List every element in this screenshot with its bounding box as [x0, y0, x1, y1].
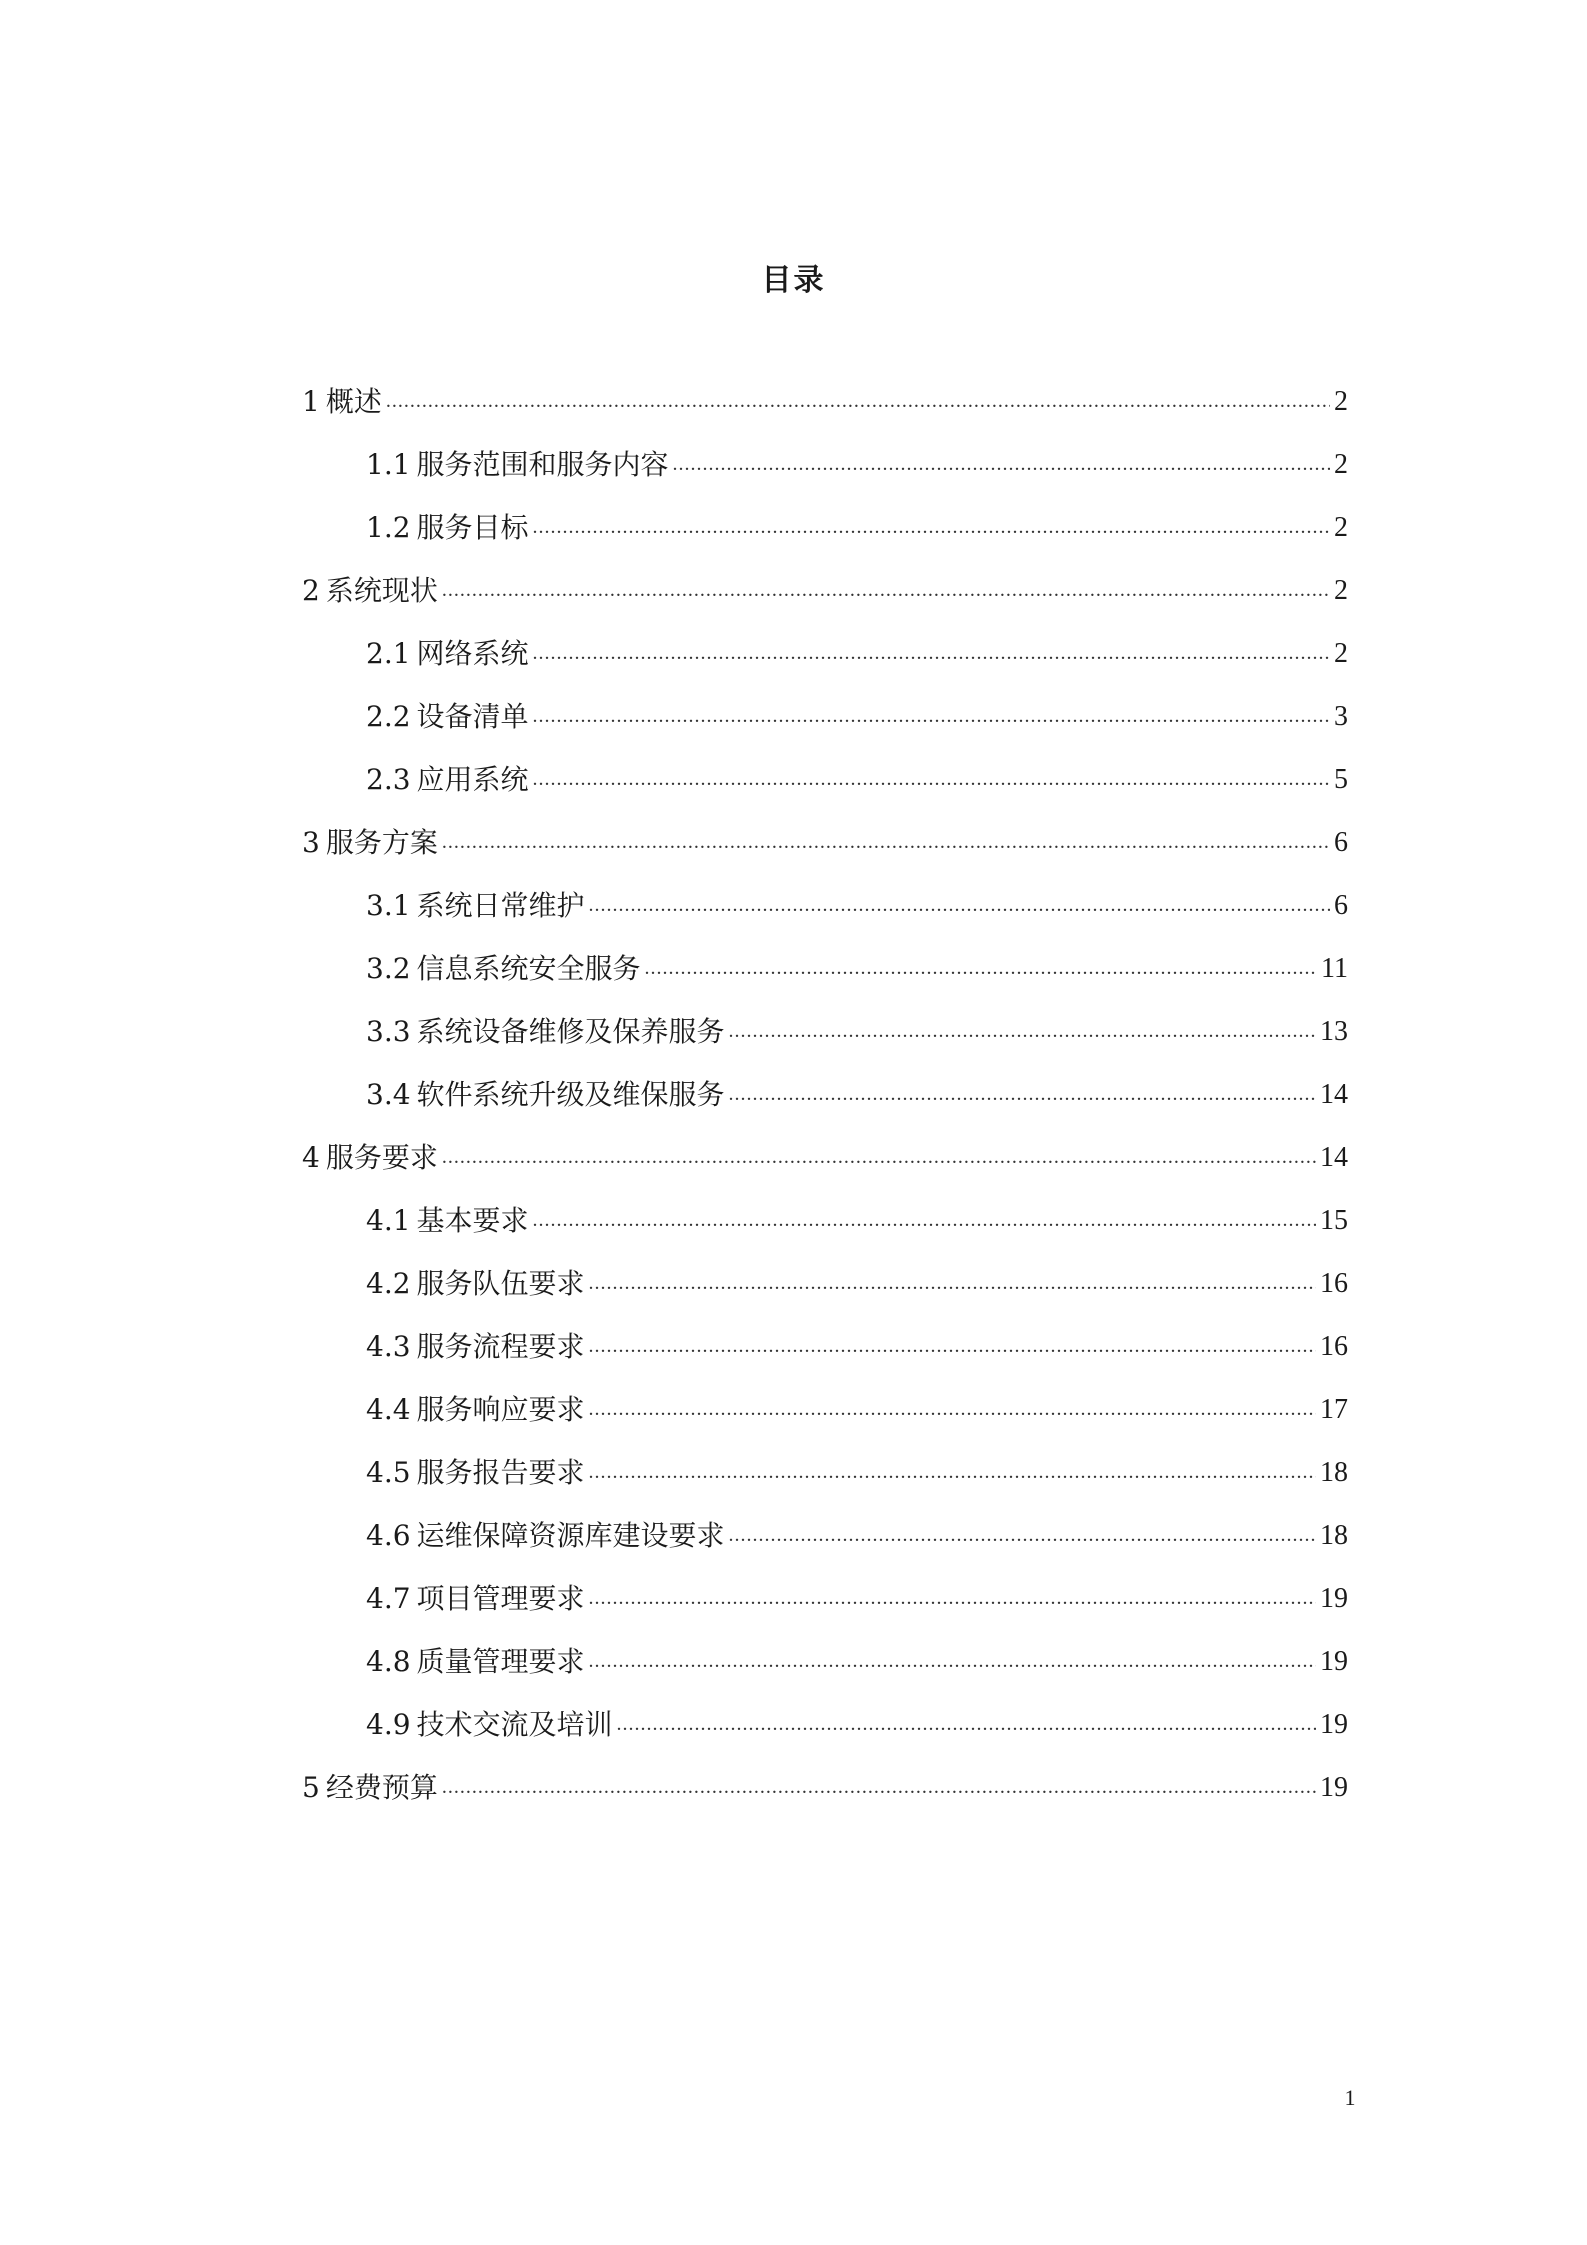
- toc-entry-title: 系统设备维修及保养服务: [416, 1015, 725, 1048]
- toc-entry[interactable]: [302, 1063, 1348, 1126]
- toc-entry-page: 18: [1320, 1520, 1348, 1551]
- toc-entry-number: 4.3: [366, 1330, 411, 1363]
- toc-entry-title: 服务报告要求: [416, 1456, 585, 1489]
- toc-dot-leader: [589, 1441, 1316, 1504]
- toc-dot-leader: [729, 1000, 1316, 1063]
- toc-dot-leader: [442, 1126, 1316, 1189]
- toc-dot-leader: [533, 685, 1330, 748]
- toc-entry-number: 5: [302, 1771, 320, 1804]
- toc-entry-number: 2.3: [366, 763, 411, 796]
- toc-entry-title: 运维保障资源库建设要求: [416, 1519, 725, 1552]
- toc-entry-title: 技术交流及培训: [416, 1708, 613, 1741]
- toc-entry-page: 16: [1320, 1331, 1348, 1362]
- toc-entry-number: 1.1: [366, 448, 411, 481]
- toc-entry[interactable]: [302, 370, 1348, 433]
- toc-entry[interactable]: [302, 433, 1348, 496]
- toc-entry[interactable]: [302, 559, 1348, 622]
- toc-entry-page: 18: [1320, 1457, 1348, 1488]
- toc-entry[interactable]: [302, 1378, 1348, 1441]
- toc-entry-number: 3: [302, 826, 320, 859]
- toc-entry-title: 服务方案: [325, 826, 438, 859]
- toc-entry-page: 14: [1320, 1079, 1348, 1110]
- toc-entry-number: 4.1: [366, 1204, 411, 1237]
- toc-entry-title: 服务范围和服务内容: [416, 448, 669, 481]
- toc-entry-title: 应用系统: [416, 763, 529, 796]
- toc-entry[interactable]: [302, 1000, 1348, 1063]
- toc-entry-number: 3.4: [366, 1078, 411, 1111]
- toc-entry[interactable]: [302, 1189, 1348, 1252]
- toc-entry-page: 15: [1320, 1205, 1348, 1236]
- toc-entry-page: 2: [1334, 386, 1348, 417]
- toc-entry-number: 4.2: [366, 1267, 411, 1300]
- toc-dot-leader: [442, 1756, 1316, 1819]
- toc-entry-page: 2: [1334, 512, 1348, 543]
- toc-entry-page: 2: [1334, 638, 1348, 669]
- page-title: 目录: [761, 263, 826, 298]
- toc-dot-leader: [533, 496, 1330, 559]
- toc-entry-title: 服务队伍要求: [416, 1267, 585, 1300]
- toc-entry[interactable]: [302, 496, 1348, 559]
- toc-entry-page: 13: [1320, 1016, 1348, 1047]
- toc-dot-leader: [442, 811, 1330, 874]
- toc-dot-leader: [729, 1504, 1316, 1567]
- toc-entry[interactable]: [302, 622, 1348, 685]
- toc-entry-number: 4: [302, 1141, 320, 1174]
- toc-entry[interactable]: [302, 937, 1348, 1000]
- toc-entry-page: 14: [1320, 1142, 1348, 1173]
- toc-entry-number: 3.1: [366, 889, 411, 922]
- toc-entry-title: 质量管理要求: [416, 1645, 585, 1678]
- toc-entry-number: 2.2: [366, 700, 411, 733]
- toc-entry-title: 信息系统安全服务: [416, 952, 641, 985]
- toc-dot-leader: [386, 370, 1330, 433]
- toc-entry[interactable]: [302, 1441, 1348, 1504]
- toc-dot-leader: [589, 874, 1330, 937]
- toc-entry[interactable]: [302, 1252, 1348, 1315]
- toc-dot-leader: [589, 1252, 1316, 1315]
- toc-entry-page: 6: [1334, 890, 1348, 921]
- toc-entry[interactable]: [302, 874, 1348, 937]
- toc-entry-title: 服务响应要求: [416, 1393, 585, 1426]
- toc-entry[interactable]: [302, 748, 1348, 811]
- toc-dot-leader: [442, 559, 1330, 622]
- toc-entry-title: 网络系统: [416, 637, 529, 670]
- toc-entry[interactable]: [302, 685, 1348, 748]
- toc-entry-page: 6: [1334, 827, 1348, 858]
- toc-dot-leader: [589, 1567, 1316, 1630]
- toc-entry-page: 16: [1320, 1268, 1348, 1299]
- toc-entry-page: 2: [1334, 575, 1348, 606]
- toc-entry-title: 服务要求: [325, 1141, 438, 1174]
- toc-dot-leader: [533, 1189, 1316, 1252]
- toc-entry-title: 服务流程要求: [416, 1330, 585, 1363]
- toc-entry-page: 19: [1320, 1772, 1348, 1803]
- toc-entry-page: 3: [1334, 701, 1348, 732]
- toc-entry-number: 4.8: [366, 1645, 411, 1678]
- toc-dot-leader: [729, 1063, 1316, 1126]
- toc-entry-page: 19: [1320, 1583, 1348, 1614]
- toc-entry[interactable]: [302, 1126, 1348, 1189]
- toc-entry-title: 经费预算: [325, 1771, 438, 1804]
- page-number: 1: [1344, 2085, 1356, 2110]
- toc-entry-title: 基本要求: [416, 1204, 529, 1237]
- toc-entry-title: 软件系统升级及维保服务: [416, 1078, 725, 1111]
- toc-entry-number: 2.1: [366, 637, 411, 670]
- toc-dot-leader: [645, 937, 1317, 1000]
- toc-entry-page: 19: [1320, 1646, 1348, 1677]
- toc-entry-number: 3.2: [366, 952, 411, 985]
- toc-entry-title: 系统现状: [325, 574, 438, 607]
- toc-entry-page: 11: [1321, 953, 1348, 984]
- toc-dot-leader: [589, 1378, 1316, 1441]
- toc-entry-number: 3.3: [366, 1015, 411, 1048]
- toc-entry-page: 19: [1320, 1709, 1348, 1740]
- toc-entry-page: 17: [1320, 1394, 1348, 1425]
- toc-entry-title: 系统日常维护: [416, 889, 585, 922]
- toc-entry-title: 概述: [325, 385, 382, 418]
- toc-entry-page: 5: [1334, 764, 1348, 795]
- toc-entry-title: 服务目标: [416, 511, 529, 544]
- toc-dot-leader: [589, 1630, 1316, 1693]
- toc-entry-number: 4.9: [366, 1708, 411, 1741]
- toc-entry-page: 2: [1334, 449, 1348, 480]
- toc-entry[interactable]: [302, 1504, 1348, 1567]
- toc-entry[interactable]: [302, 1693, 1348, 1756]
- toc-entry-number: 4.5: [366, 1456, 411, 1489]
- toc-entry[interactable]: [302, 1756, 1348, 1819]
- toc-dot-leader: [673, 433, 1330, 496]
- toc-entry[interactable]: [302, 1567, 1348, 1630]
- toc-entry-title: 项目管理要求: [416, 1582, 585, 1615]
- toc-entry[interactable]: [302, 1630, 1348, 1693]
- table-of-contents: [302, 370, 1348, 1819]
- toc-entry-title: 设备清单: [416, 700, 529, 733]
- toc-dot-leader: [533, 622, 1330, 685]
- toc-entry-number: 1: [302, 385, 320, 418]
- toc-entry-number: 2: [302, 574, 320, 607]
- toc-dot-leader: [533, 748, 1330, 811]
- toc-entry[interactable]: [302, 1315, 1348, 1378]
- toc-dot-leader: [589, 1315, 1316, 1378]
- toc-entry[interactable]: [302, 811, 1348, 874]
- toc-entry-number: 4.4: [366, 1393, 411, 1426]
- toc-entry-number: 4.6: [366, 1519, 411, 1552]
- toc-entry-number: 4.7: [366, 1582, 411, 1615]
- toc-dot-leader: [617, 1693, 1316, 1756]
- toc-entry-number: 1.2: [366, 511, 411, 544]
